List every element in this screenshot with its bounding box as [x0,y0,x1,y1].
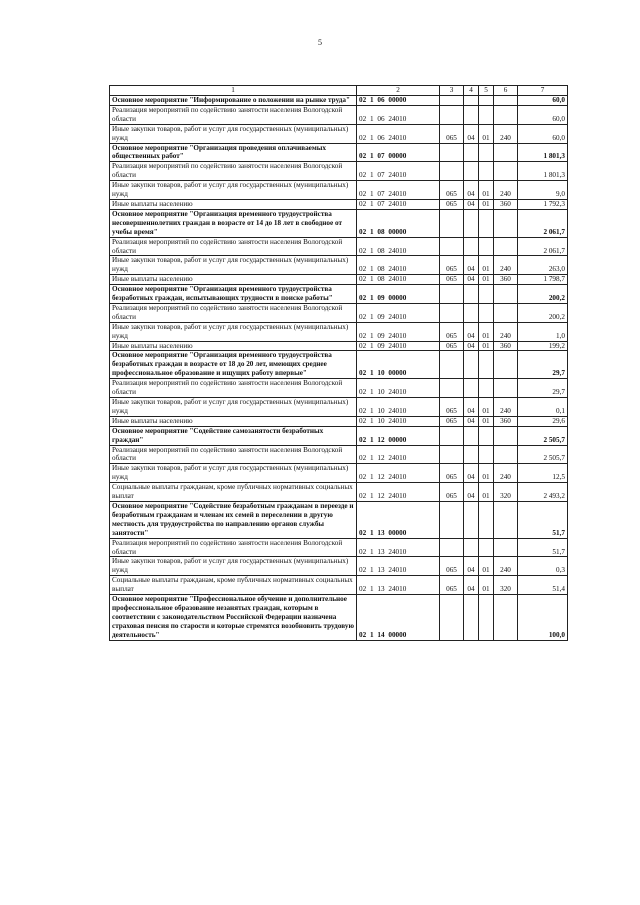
row-code-cell: 02 1 06 24010 [357,105,440,124]
row-section-cell: 04 [464,416,479,426]
row-code-cell: 02 1 07 00000 [357,143,440,162]
row-ministry-cell [440,303,464,322]
row-amount-cell: 2 505,7 [518,445,568,464]
table-row [110,557,568,576]
row-code-cell: 02 1 10 00000 [357,351,440,379]
table-row [110,322,568,341]
row-ministry-cell: 065 [440,483,464,502]
row-amount-cell: 29,7 [518,379,568,398]
row-amount-cell: 60,0 [518,96,568,106]
row-subsection-cell: 01 [479,322,494,341]
row-subsection-cell: 01 [479,341,494,351]
row-ministry-cell [440,96,464,106]
table-row [110,576,568,595]
row-ministry-cell: 065 [440,416,464,426]
row-ministry-cell [440,426,464,445]
row-expense-type-cell [494,445,518,464]
row-subsection-cell: 01 [479,557,494,576]
row-code-cell: 02 1 08 24010 [357,237,440,256]
table-row [110,398,568,417]
row-subsection-cell [479,96,494,106]
row-code-cell: 02 1 10 24010 [357,398,440,417]
row-amount-cell: 9,0 [518,181,568,200]
row-name-cell: Иные выплаты населению [110,341,357,351]
row-name-cell: Иные закупки товаров, работ и услуг для государственных (муниципальных) нужд [110,322,357,341]
row-name-cell: Реализация мероприятий по содействию занятости населения Вологодской области [110,379,357,398]
row-subsection-cell [479,426,494,445]
row-subsection-cell: 01 [479,416,494,426]
row-ministry-cell: 065 [440,181,464,200]
row-code-cell: 02 1 10 24010 [357,379,440,398]
row-expense-type-cell: 360 [494,341,518,351]
row-subsection-cell: 01 [479,398,494,417]
row-subsection-cell: 01 [479,124,494,143]
row-name-cell: Реализация мероприятий по содействию занятости населения Вологодской области [110,162,357,181]
header-cell: 5 [479,86,494,96]
row-amount-cell: 60,0 [518,124,568,143]
row-expense-type-cell: 240 [494,557,518,576]
row-amount-cell: 1 801,3 [518,162,568,181]
table-row [110,199,568,209]
row-name-cell: Социальные выплаты гражданам, кроме публичных нормативных социальных выплат [110,483,357,502]
table-row [110,237,568,256]
row-subsection-cell [479,445,494,464]
row-ministry-cell [440,285,464,304]
table-row [110,445,568,464]
row-subsection-cell [479,538,494,557]
row-subsection-cell: 01 [479,181,494,200]
row-ministry-cell [440,237,464,256]
row-expense-type-cell: 360 [494,275,518,285]
row-expense-type-cell: 360 [494,416,518,426]
row-ministry-cell: 065 [440,275,464,285]
row-ministry-cell: 065 [440,199,464,209]
row-expense-type-cell [494,209,518,237]
row-ministry-cell: 065 [440,398,464,417]
table-row [110,341,568,351]
row-code-cell: 02 1 06 24010 [357,124,440,143]
row-amount-cell: 29,6 [518,416,568,426]
row-code-cell: 02 1 08 00000 [357,209,440,237]
row-code-cell: 02 1 09 24010 [357,303,440,322]
row-expense-type-cell [494,237,518,256]
table-row [110,275,568,285]
table-row [110,464,568,483]
row-ministry-cell [440,595,464,641]
row-code-cell: 02 1 09 24010 [357,341,440,351]
row-expense-type-cell: 240 [494,464,518,483]
table-row [110,303,568,322]
row-section-cell [464,445,479,464]
row-subsection-cell [479,501,494,538]
row-code-cell: 02 1 13 24010 [357,557,440,576]
row-expense-type-cell [494,351,518,379]
row-section-cell [464,538,479,557]
row-expense-type-cell: 320 [494,576,518,595]
row-expense-type-cell [494,426,518,445]
row-name-cell: Реализация мероприятий по содействию занятости населения Вологодской области [110,538,357,557]
row-subsection-cell [479,143,494,162]
row-name-cell: Иные закупки товаров, работ и услуг для государственных (муниципальных) нужд [110,398,357,417]
table-row [110,379,568,398]
table-row [110,124,568,143]
row-code-cell: 02 1 12 00000 [357,426,440,445]
main-activity-row [110,426,568,445]
row-section-cell [464,237,479,256]
row-section-cell [464,209,479,237]
row-expense-type-cell: 360 [494,199,518,209]
row-amount-cell: 51,4 [518,576,568,595]
budget-table [109,85,568,641]
table-header-row [110,86,568,96]
row-name-cell: Иные закупки товаров, работ и услуг для государственных (муниципальных) нужд [110,464,357,483]
row-ministry-cell [440,209,464,237]
row-amount-cell: 1 798,7 [518,275,568,285]
row-subsection-cell: 01 [479,483,494,502]
main-activity-row [110,96,568,106]
table-row [110,416,568,426]
row-subsection-cell [479,285,494,304]
row-subsection-cell [479,595,494,641]
row-expense-type-cell: 320 [494,483,518,502]
row-subsection-cell [479,303,494,322]
row-section-cell [464,379,479,398]
main-activity-row [110,595,568,641]
row-amount-cell: 200,2 [518,285,568,304]
row-expense-type-cell: 240 [494,181,518,200]
row-amount-cell: 263,0 [518,256,568,275]
row-name-cell: Основное мероприятие "Профессиональное обучение и дополнительное профессиональное образование незанятых граждан, которым в соответствии с законодательством Российской Федерации назначена страховая пенсия по старости и которые стремятся возобновить трудовую деятельность" [110,595,357,641]
main-activity-row [110,143,568,162]
row-name-cell: Реализация мероприятий по содействию занятости населения Вологодской области [110,445,357,464]
main-activity-row [110,351,568,379]
row-expense-type-cell [494,595,518,641]
row-section-cell: 04 [464,256,479,275]
row-section-cell: 04 [464,199,479,209]
row-subsection-cell [479,209,494,237]
table-row [110,105,568,124]
row-expense-type-cell [494,501,518,538]
header-cell: 2 [357,86,440,96]
row-code-cell: 02 1 08 24010 [357,275,440,285]
row-ministry-cell: 065 [440,256,464,275]
row-code-cell: 02 1 09 24010 [357,322,440,341]
row-ministry-cell: 065 [440,322,464,341]
row-ministry-cell [440,105,464,124]
table-row [110,538,568,557]
row-code-cell: 02 1 13 24010 [357,538,440,557]
row-amount-cell: 100,0 [518,595,568,641]
row-subsection-cell: 01 [479,256,494,275]
row-expense-type-cell [494,162,518,181]
row-section-cell [464,351,479,379]
row-code-cell: 02 1 07 24010 [357,181,440,200]
main-activity-row [110,209,568,237]
row-name-cell: Реализация мероприятий по содействию занятости населения Вологодской области [110,303,357,322]
row-name-cell: Иные закупки товаров, работ и услуг для государственных (муниципальных) нужд [110,557,357,576]
row-section-cell: 04 [464,398,479,417]
row-name-cell: Реализация мероприятий по содействию занятости населения Вологодской области [110,105,357,124]
row-ministry-cell: 065 [440,341,464,351]
row-name-cell: Основное мероприятие "Организация проведения оплачиваемых общественных работ" [110,143,357,162]
row-amount-cell: 199,2 [518,341,568,351]
row-subsection-cell: 01 [479,576,494,595]
row-section-cell: 04 [464,275,479,285]
row-code-cell: 02 1 07 24010 [357,199,440,209]
row-name-cell: Иные закупки товаров, работ и услуг для государственных (муниципальных) нужд [110,256,357,275]
row-section-cell: 04 [464,483,479,502]
header-cell: 7 [518,86,568,96]
row-name-cell: Основное мероприятие "Организация временного трудоустройства безработных граждан, испытывающих трудности в поиске работы" [110,285,357,304]
row-code-cell: 02 1 13 24010 [357,576,440,595]
row-subsection-cell [479,162,494,181]
row-subsection-cell [479,379,494,398]
row-code-cell: 02 1 09 00000 [357,285,440,304]
table-row [110,483,568,502]
row-amount-cell: 2 061,7 [518,209,568,237]
row-amount-cell: 51,7 [518,538,568,557]
row-subsection-cell [479,237,494,256]
row-ministry-cell [440,538,464,557]
row-code-cell: 02 1 12 24010 [357,483,440,502]
row-expense-type-cell [494,143,518,162]
main-activity-row [110,501,568,538]
row-section-cell [464,285,479,304]
row-expense-type-cell: 240 [494,322,518,341]
row-name-cell: Иные выплаты населению [110,416,357,426]
row-name-cell: Основное мероприятие "Организация временного трудоустройства несовершеннолетних граждан в возрасте от 14 до 18 лет в свободное от учебы время" [110,209,357,237]
row-code-cell: 02 1 13 00000 [357,501,440,538]
row-section-cell [464,595,479,641]
row-name-cell: Основное мероприятие "Содействие безработным гражданам в переезде и безработным гражданам и членам их семей в переселении в другую местность для трудоустройства по направлению органов службы занятости" [110,501,357,538]
row-code-cell: 02 1 10 24010 [357,416,440,426]
row-code-cell: 02 1 12 24010 [357,464,440,483]
header-cell: 6 [494,86,518,96]
row-code-cell: 02 1 07 24010 [357,162,440,181]
table-row [110,162,568,181]
row-subsection-cell: 01 [479,464,494,483]
row-subsection-cell: 01 [479,199,494,209]
row-expense-type-cell: 240 [494,398,518,417]
row-amount-cell: 1 801,3 [518,143,568,162]
row-code-cell: 02 1 06 00000 [357,96,440,106]
row-expense-type-cell [494,285,518,304]
row-subsection-cell [479,351,494,379]
row-section-cell [464,303,479,322]
row-code-cell: 02 1 14 00000 [357,595,440,641]
row-amount-cell: 0,3 [518,557,568,576]
row-expense-type-cell: 240 [494,124,518,143]
row-expense-type-cell [494,96,518,106]
row-ministry-cell: 065 [440,557,464,576]
row-amount-cell: 200,2 [518,303,568,322]
row-ministry-cell [440,162,464,181]
row-name-cell: Реализация мероприятий по содействию занятости населения Вологодской области [110,237,357,256]
row-name-cell: Иные выплаты населению [110,199,357,209]
row-section-cell [464,162,479,181]
row-expense-type-cell [494,379,518,398]
row-ministry-cell [440,351,464,379]
row-ministry-cell: 065 [440,124,464,143]
header-cell: 3 [440,86,464,96]
row-amount-cell: 51,7 [518,501,568,538]
header-cell: 4 [464,86,479,96]
row-code-cell: 02 1 08 24010 [357,256,440,275]
row-expense-type-cell [494,538,518,557]
row-section-cell: 04 [464,557,479,576]
table-row [110,181,568,200]
row-subsection-cell [479,105,494,124]
row-amount-cell: 2 061,7 [518,237,568,256]
row-code-cell: 02 1 12 24010 [357,445,440,464]
row-amount-cell: 60,0 [518,105,568,124]
row-amount-cell: 0,1 [518,398,568,417]
row-expense-type-cell: 240 [494,256,518,275]
row-section-cell: 04 [464,124,479,143]
row-ministry-cell [440,501,464,538]
row-subsection-cell: 01 [479,275,494,285]
row-name-cell: Социальные выплаты гражданам, кроме публичных нормативных социальных выплат [110,576,357,595]
row-expense-type-cell [494,303,518,322]
row-amount-cell: 29,7 [518,351,568,379]
row-section-cell [464,105,479,124]
row-section-cell [464,96,479,106]
row-name-cell: Иные выплаты населению [110,275,357,285]
row-section-cell: 04 [464,181,479,200]
row-ministry-cell [440,143,464,162]
row-section-cell: 04 [464,322,479,341]
row-amount-cell: 2 493,2 [518,483,568,502]
row-section-cell [464,426,479,445]
row-section-cell: 04 [464,576,479,595]
row-section-cell [464,143,479,162]
header-cell: 1 [110,86,357,96]
row-section-cell [464,501,479,538]
row-amount-cell: 1 792,3 [518,199,568,209]
page-number: 5 [318,38,322,47]
row-name-cell: Основное мероприятие "Содействие самозанятости безработных граждан" [110,426,357,445]
row-amount-cell: 2 505,7 [518,426,568,445]
row-section-cell: 04 [464,464,479,483]
row-amount-cell: 1,0 [518,322,568,341]
table-row [110,256,568,275]
row-amount-cell: 12,5 [518,464,568,483]
row-ministry-cell: 065 [440,576,464,595]
row-name-cell: Основное мероприятие "Организация временного трудоустройства безработных граждан в возрасте от 18 до 20 лет, имеющих среднее профессиональное образование и ищущих работу впервые" [110,351,357,379]
row-ministry-cell [440,445,464,464]
main-activity-row [110,285,568,304]
row-name-cell: Основное мероприятие "Информирование о положении на рынке труда" [110,96,357,106]
row-name-cell: Иные закупки товаров, работ и услуг для государственных (муниципальных) нужд [110,124,357,143]
row-name-cell: Иные закупки товаров, работ и услуг для государственных (муниципальных) нужд [110,181,357,200]
row-ministry-cell [440,379,464,398]
row-ministry-cell: 065 [440,464,464,483]
row-section-cell: 04 [464,341,479,351]
row-expense-type-cell [494,105,518,124]
